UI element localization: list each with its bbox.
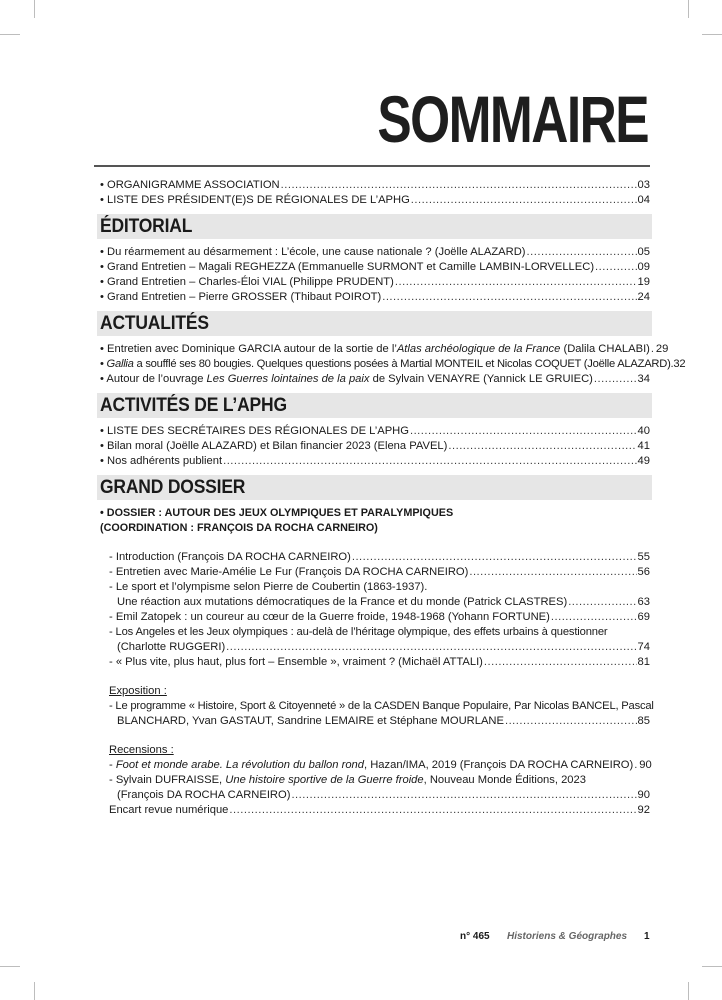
dot-leader [410, 424, 637, 439]
toc-entry[interactable] [100, 342, 669, 357]
section-heading-activites: ACTIVITÉS DE L’APHG [97, 393, 652, 418]
table-of-contents [100, 178, 686, 818]
toc-page-number: 19 [637, 276, 650, 288]
crop-mark [688, 0, 689, 18]
dossier-title: • DOSSIER : AUTOUR DES JEUX OLYMPIQUES ET PARALYMPIQUES [100, 507, 454, 519]
exposition-label: Exposition : [109, 685, 167, 697]
toc-entry[interactable] [100, 260, 650, 275]
toc-entry[interactable] [100, 565, 650, 580]
toc-page-number: 92 [637, 804, 650, 816]
toc-entry-text: • Grand Entretien – Pierre GROSSER (Thibaut POIROT) [100, 291, 382, 303]
toc-page-number: 49 [637, 455, 650, 467]
toc-entry[interactable] [100, 178, 650, 193]
toc-entry-text: Une réaction aux mutations démocratiques de la France et du monde (Patrick CLASTRES) [117, 596, 568, 608]
dot-leader [291, 788, 636, 803]
dot-leader [382, 290, 636, 305]
toc-page-number: 34 [637, 373, 650, 385]
toc-entry[interactable] [100, 610, 650, 625]
toc-entry[interactable] [100, 595, 650, 610]
crop-mark [688, 982, 689, 1000]
crop-mark [34, 982, 35, 1000]
toc-entry-text: - Introduction (François DA ROCHA CARNEIRO) [109, 551, 351, 563]
dot-leader [229, 803, 636, 818]
toc-entry[interactable] [100, 372, 650, 387]
section-heading-editorial: ÉDITORIAL [97, 214, 652, 239]
dot-leader [551, 610, 637, 625]
crop-mark [34, 0, 35, 18]
dot-leader [448, 439, 636, 454]
dot-leader [226, 640, 636, 655]
toc-entry-text: (François DA ROCHA CARNEIRO) [117, 789, 291, 801]
dot-leader [411, 193, 637, 208]
toc-entry-text: - Le programme « Histoire, Sport & Citoyenneté » de la CASDEN Banque Populaire, Par Nicolas BANCEL, Pascal [109, 700, 654, 712]
toc-page-number: 63 [637, 596, 650, 608]
recensions-label: Recensions : [109, 744, 174, 756]
dossier-coordination: (COORDINATION : FRANÇOIS DA ROCHA CARNEIRO) [100, 522, 378, 534]
dot-leader [469, 565, 636, 580]
dot-leader [634, 758, 638, 773]
toc-entry-text: BLANCHARD, Yvan GASTAUT, Sandrine LEMAIRE et Stéphane MOURLANE [117, 715, 504, 727]
dot-leader [223, 454, 636, 469]
toc-entry-text: (Charlotte RUGGERI) [117, 641, 226, 653]
toc-entry-text: • Du réarmement au désarmement : L’école, une cause nationale ? (Joëlle ALAZARD) [100, 246, 526, 258]
dot-leader [527, 245, 637, 260]
toc-entry[interactable] [100, 758, 650, 773]
toc-entry[interactable] [100, 454, 650, 469]
toc-entry[interactable] [100, 803, 650, 818]
crop-mark [0, 34, 20, 35]
toc-entry[interactable] [100, 290, 650, 305]
toc-entry-text: • Grand Entretien – Charles-Éloi VIAL (Philippe PRUDENT) [100, 276, 394, 288]
issue-number: n° 465 [460, 931, 490, 942]
toc-entry-text: • Entretien avec Dominique GARCIA autour de la sortie de l’Atlas archéologique de la France (Dalila CHALABI) [100, 343, 650, 355]
toc-page-number: 03 [637, 179, 650, 191]
crop-mark [702, 966, 722, 967]
toc-page-number: 04 [637, 194, 650, 206]
toc-entry[interactable] [100, 655, 650, 670]
toc-page-number: 09 [637, 261, 650, 273]
toc-entry[interactable] [100, 193, 650, 208]
toc-entry-text: • ORGANIGRAMME ASSOCIATION [100, 179, 280, 191]
section-heading-actualites: ACTUALITÉS [97, 311, 652, 336]
toc-entry[interactable] [100, 424, 650, 439]
toc-page-number: 74 [637, 641, 650, 653]
toc-page-number: 29 [655, 343, 669, 355]
toc-page-number: 69 [637, 611, 650, 623]
toc-entry[interactable] [100, 357, 686, 372]
toc-entry[interactable] [100, 439, 650, 454]
toc-page-number: 05 [637, 246, 650, 258]
toc-page-number: 24 [637, 291, 650, 303]
toc-page-number: 55 [637, 551, 650, 563]
dot-leader [568, 595, 636, 610]
toc-page-number: 81 [637, 656, 650, 668]
toc-entry-text: • LISTE DES PRÉSIDENT(E)S DE RÉGIONALES DE L’APHG [100, 194, 410, 206]
crop-mark [0, 966, 20, 967]
dot-leader [651, 342, 655, 357]
toc-entry-text: - Emil Zatopek : un coureur au cœur de la Guerre froide, 1948-1968 (Yohann FORTUNE) [109, 611, 550, 623]
dot-leader [505, 714, 637, 729]
section-heading-grand-dossier: GRAND DOSSIER [97, 475, 652, 500]
dot-leader [484, 655, 637, 670]
toc-entry-text: - Sylvain DUFRAISSE, Une histoire sportive de la Guerre froide, Nouveau Monde Éditions, 2023 [109, 774, 586, 786]
toc-page-number: 41 [637, 440, 650, 452]
page-title: SOMMAIRE [377, 82, 648, 156]
toc-entry-text: - Le sport et l’olympisme selon Pierre de Coubertin (1863-1937). [109, 581, 428, 593]
toc-entry-text: • LISTE DES SECRÉTAIRES DES RÉGIONALES DE L’APHG [100, 425, 409, 437]
dot-leader [594, 372, 637, 387]
toc-entry[interactable] [100, 550, 650, 565]
toc-entry-text: Encart revue numérique [109, 804, 229, 816]
toc-entry[interactable] [100, 714, 650, 729]
dot-leader [595, 260, 637, 275]
toc-page-number: 40 [637, 425, 650, 437]
toc-entry[interactable] [100, 640, 650, 655]
toc-entry-text: • Grand Entretien – Magali REGHEZZA (Emmanuelle SURMONT et Camille LAMBIN-LORVELLEC) [100, 261, 595, 273]
dot-leader [281, 178, 637, 193]
page-number: 1 [644, 931, 650, 942]
title-rule [94, 165, 650, 167]
toc-page-number: 32 [673, 358, 686, 370]
dot-leader [352, 550, 637, 565]
toc-page-number: 85 [637, 715, 650, 727]
journal-title: Historiens & Géographes [507, 931, 628, 942]
dot-leader [395, 275, 637, 290]
toc-entry-text: • Nos adhérents publient [100, 455, 223, 467]
toc-entry-text: - Entretien avec Marie-Amélie Le Fur (François DA ROCHA CARNEIRO) [109, 566, 469, 578]
crop-mark [702, 34, 722, 35]
toc-page-number: 90 [639, 759, 652, 771]
toc-entry-text: - « Plus vite, plus haut, plus fort – Ensemble », vraiment ? (Michaël ATTALI) [109, 656, 483, 668]
toc-page-number: 56 [637, 566, 650, 578]
toc-entry[interactable] [100, 275, 650, 290]
toc-entry-text: • Autour de l’ouvrage Les Guerres lointaines de la paix de Sylvain VENAYRE (Yannick LE GRUIEC) [100, 373, 593, 385]
toc-entry-text: • Bilan moral (Joëlle ALAZARD) et Bilan financier 2023 (Elena PAVEL) [100, 440, 448, 452]
toc-entry[interactable] [100, 245, 650, 260]
toc-entry-text: • Gallia a soufflé ses 80 bougies. Quelques questions posées à Martial MONTEIL et Nicolas COQUET (Joëlle ALAZARD). [100, 358, 674, 370]
toc-page-number: 90 [637, 789, 650, 801]
toc-entry-text: - Foot et monde arabe. La révolution du ballon rond, Hazan/IMA, 2019 (François DA ROCHA CARNEIRO) [109, 759, 634, 771]
toc-entry[interactable] [100, 788, 650, 803]
toc-entry-text: - Los Angeles et les Jeux olympiques : au-delà de l’héritage olympique, des effets urbains à questionner [109, 626, 608, 638]
